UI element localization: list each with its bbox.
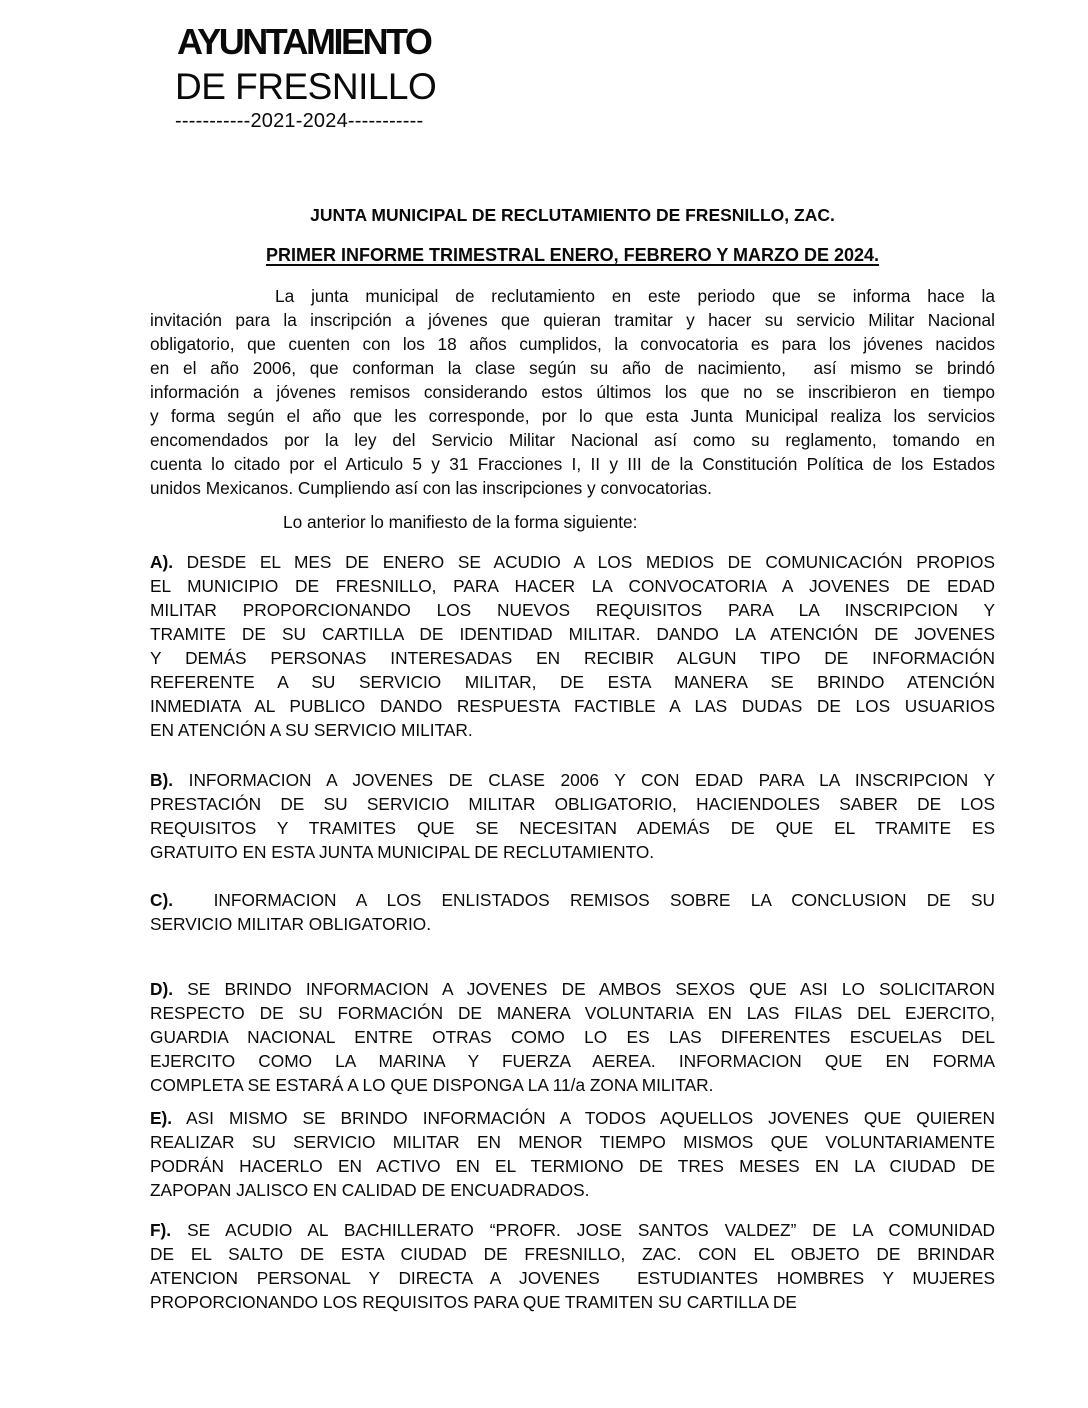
section-e-text: ASI MISMO SE BRINDO INFORMACIÓN A TODOS AQUELLOS JOVENES QUE QUIEREN <box>172 1108 995 1128</box>
intro-line: encomendados por la ley del Servicio Militar Nacional así como su reglamento, tomando en <box>150 430 995 450</box>
section-c-line: SERVICIO MILITAR OBLIGATORIO. <box>150 914 432 934</box>
section-a <box>150 550 995 742</box>
section-f-line: PROPORCIONANDO LOS REQUISITOS PARA QUE TRAMITEN SU CARTILLA DE <box>150 1292 797 1312</box>
section-e-label: E). <box>150 1108 173 1128</box>
section-d <box>150 977 995 1097</box>
section-b-line: GRATUITO EN ESTA JUNTA MUNICIPAL DE RECLUTAMIENTO. <box>150 842 655 862</box>
document-subtitle <box>150 243 995 267</box>
intro-line: cuenta lo citado por el Articulo 5 y 31 Fracciones I, II y III de la Constitución Política de los Estados <box>150 454 995 474</box>
section-d-label: D). <box>150 979 174 999</box>
section-d-line: EJERCITO COMO LA MARINA Y FUERZA AEREA. INFORMACION QUE EN FORMA <box>150 1051 995 1071</box>
section-d-text: SE BRINDO INFORMACION A JOVENES DE AMBOS SEXOS QUE ASI LO SOLICITARON <box>173 979 995 999</box>
section-c-text: INFORMACION A LOS ENLISTADOS REMISOS SOBRE LA CONCLUSION DE SU <box>173 890 995 910</box>
section-c <box>150 888 995 936</box>
section-a-line: Y DEMÁS PERSONAS INTERESADAS EN RECIBIR ALGUN TIPO DE INFORMACIÓN <box>150 648 995 668</box>
intro-paragraph <box>150 284 995 500</box>
section-f-label: F). <box>150 1220 172 1240</box>
intro-line: unidos Mexicanos. Cumpliendo así con las inscripciones y convocatorias. <box>150 478 712 498</box>
section-e <box>150 1106 995 1202</box>
section-a-line: MILITAR PROPORCIONANDO LOS NUEVOS REQUISITOS PARA LA INSCRIPCION Y <box>150 600 995 620</box>
manifest-line: Lo anterior lo manifiesto de la forma siguiente: <box>283 512 638 532</box>
letterhead-period: -----------2021-2024----------- <box>175 110 424 132</box>
intro-line: obligatorio, que cuenten con los 18 años cumplidos, la convocatoria es para los jóvenes nacidos <box>150 334 995 354</box>
section-d-line: RESPECTO DE SU FORMACIÓN DE MANERA VOLUNTARIA EN LAS FILAS DEL EJERCITO, <box>150 1003 995 1023</box>
document-subtitle-text: PRIMER INFORME TRIMESTRAL ENERO, FEBRERO Y MARZO DE 2024. <box>265 245 880 265</box>
section-b-label: B). <box>150 770 174 790</box>
section-f-text: SE ACUDIO AL BACHILLERATO “PROFR. JOSE SANTOS VALDEZ” DE LA COMUNIDAD <box>171 1220 995 1240</box>
section-d-line: COMPLETA SE ESTARÁ A LO QUE DISPONGA LA 11/a ZONA MILITAR. <box>150 1075 714 1095</box>
section-a-label: A). <box>150 552 174 572</box>
section-e-line: REALIZAR SU SERVICIO MILITAR EN MENOR TIEMPO MISMOS QUE VOLUNTARIAMENTE <box>150 1132 995 1152</box>
section-a-line: EN ATENCIÓN A SU SERVICIO MILITAR. <box>150 720 473 740</box>
section-f <box>150 1218 995 1314</box>
section-d-line: GUARDIA NACIONAL ENTRE OTRAS COMO LO ES LAS DIFERENTES ESCUELAS DEL <box>150 1027 995 1047</box>
section-b-line: PRESTACIÓN DE SU SERVICIO MILITAR OBLIGATORIO, HACIENDOLES SABER DE LOS <box>150 794 995 814</box>
section-b-line: REQUISITOS Y TRAMITES QUE SE NECESITAN ADEMÁS DE QUE EL TRAMITE ES <box>150 818 995 838</box>
intro-line: y forma según el año que les corresponde, por lo que esta Junta Municipal realiza los servicios <box>150 406 995 426</box>
section-b <box>150 768 995 864</box>
section-b-line <box>150 768 995 792</box>
document-body <box>150 0 995 1314</box>
section-d-line <box>150 977 995 1001</box>
section-e-line: PODRÁN HACERLO EN ACTIVO EN EL TERMIONO DE TRES MESES EN LA CIUDAD DE <box>150 1156 995 1176</box>
section-f-line: DE EL SALTO DE ESTA CIUDAD DE FRESNILLO, ZAC. CON EL OBJETO DE BRINDAR <box>150 1244 995 1264</box>
intro-line: en el año 2006, que conforman la clase según su año de nacimiento, así mismo se brindó <box>150 358 995 378</box>
section-f-line: ATENCION PERSONAL Y DIRECTA A JOVENES ESTUDIANTES HOMBRES Y MUJERES <box>150 1268 995 1288</box>
section-c-label: C). <box>150 890 174 910</box>
section-e-line <box>150 1106 995 1130</box>
section-a-line: TRAMITE DE SU CARTILLA DE IDENTIDAD MILITAR. DANDO LA ATENCIÓN DE JOVENES <box>150 624 995 644</box>
section-a-text: DESDE EL MES DE ENERO SE ACUDIO A LOS MEDIOS DE COMUNICACIÓN PROPIOS <box>173 552 995 572</box>
letterhead-org-name-line2: DE FRESNILLO <box>175 66 437 107</box>
intro-line: La junta municipal de reclutamiento en este periodo que se informa hace la <box>275 286 995 306</box>
section-a-line <box>150 550 995 574</box>
document-title: JUNTA MUNICIPAL DE RECLUTAMIENTO DE FRESNILLO, ZAC. <box>310 205 835 225</box>
section-a-line: EL MUNICIPIO DE FRESNILLO, PARA HACER LA CONVOCATORIA A JOVENES DE EDAD <box>150 576 995 596</box>
section-a-line: INMEDIATA AL PUBLICO DANDO RESPUESTA FACTIBLE A LAS DUDAS DE LOS USUARIOS <box>150 696 995 716</box>
section-a-line: REFERENTE A SU SERVICIO MILITAR, DE ESTA MANERA SE BRINDO ATENCIÓN <box>150 672 995 692</box>
intro-line: invitación para la inscripción a jóvenes que quieran tramitar y hacer su servicio Militar Nacional <box>150 310 995 330</box>
section-e-line: ZAPOPAN JALISCO EN CALIDAD DE ENCUADRADOS. <box>150 1180 590 1200</box>
section-b-text: INFORMACION A JOVENES DE CLASE 2006 Y CON EDAD PARA LA INSCRIPCION Y <box>173 770 995 790</box>
section-c-line <box>150 888 995 912</box>
letterhead-org-name-line1: AYUNTAMIENTO <box>177 21 431 62</box>
section-f-line <box>150 1218 995 1242</box>
intro-line: información a jóvenes remisos considerando estos últimos los que no se inscribieron en tiempo <box>150 382 995 402</box>
